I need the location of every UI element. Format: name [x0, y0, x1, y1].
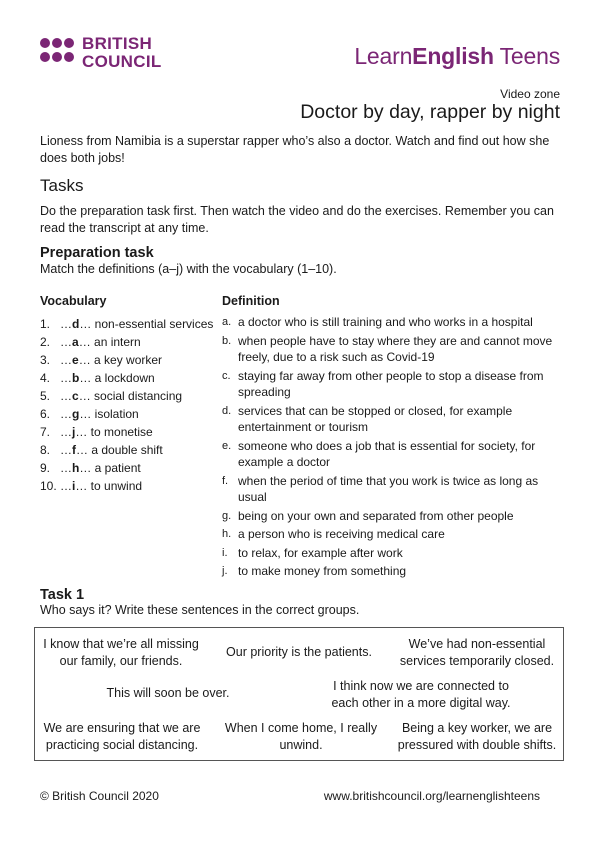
answer-letter: d [72, 317, 80, 331]
vocab-item: 8. …f… a double shift [40, 443, 163, 457]
tasks-instructions: Do the preparation task first. Then watch the video and do the exercises. Remember you can read the transcript at any time. [40, 204, 554, 235]
sentence-card: When I come home, I really unwind. [224, 721, 378, 752]
sentence-card: Being a key worker, we are pressured with double shifts. [397, 721, 557, 752]
vocabulary-heading: Vocabulary [40, 294, 107, 308]
vocab-item: 3. …e… a key worker [40, 353, 163, 367]
sentence-card: I think now we are connected to each other in a more digital way. [331, 679, 511, 710]
vocab-item: 10. …i… to unwind [40, 479, 143, 493]
definition-list [222, 314, 567, 580]
definition-item: h. a person who is receiving medical care [222, 527, 445, 541]
sentence-card: We’ve had non-essential services temporarily closed. [399, 637, 555, 668]
answer-letter: j [72, 425, 76, 439]
british-council-logo [40, 35, 170, 73]
answer-letter: c [72, 389, 79, 403]
tasks-heading: Tasks [40, 176, 84, 195]
definition-item: f. when the period of time that you work is twice as long as usual [222, 473, 539, 504]
learnenglish-teens-brand: LearnEnglish Teens [354, 43, 560, 69]
vocab-item: 5. …c… social distancing [40, 389, 183, 403]
section-label: Video zone [500, 87, 560, 101]
vocab-item: 2. …a… an intern [40, 335, 141, 349]
definition-item: d. services that can be stopped or closed, for example entertainment or tourism [222, 403, 513, 434]
page-title: Doctor by day, rapper by night [300, 101, 560, 123]
preparation-task-instructions: Match the definitions (a–j) with the vocabulary (1–10). [40, 262, 337, 276]
definition-item: c. staying far away from other people to stop a disease from spreading [222, 368, 544, 399]
vocab-item: 7. …j… to monetise [40, 425, 153, 439]
intro-text: Lioness from Namibia is a superstar rapper who’s also a doctor. Watch and find out how she does both jobs! [40, 134, 550, 165]
vocab-item: 6. …g… isolation [40, 407, 139, 421]
preparation-task-heading: Preparation task [40, 245, 154, 261]
answer-letter: h [72, 461, 80, 475]
answer-letter: g [72, 407, 80, 421]
definition-item: e. someone who does a job that is essential for society, for example a doctor [222, 438, 536, 469]
definition-item: b. when people have to stay where they are and cannot move freely, due to a risk such as Covid-19 [222, 333, 553, 364]
vocabulary-list [40, 315, 220, 495]
definition-item: i. to relax, for example after work [222, 545, 403, 560]
vocab-item: 4. …b… a lockdown [40, 371, 155, 385]
logo-wordmark: BRITISH COUNCIL [82, 34, 162, 71]
logo-dots-icon [40, 35, 80, 73]
sentence-card: We are ensuring that we are practicing social distancing. [43, 721, 201, 752]
task1-heading: Task 1 [40, 587, 85, 603]
answer-letter: i [72, 479, 76, 493]
footer-url[interactable]: www.britishcouncil.org/learnenglishteens [323, 789, 540, 803]
answer-letter: a [72, 335, 79, 349]
vocab-item: 1. …d… non-essential services [40, 317, 214, 331]
definition-item: j. to make money from something [222, 564, 407, 578]
definition-item: g. being on your own and separated from other people [222, 508, 514, 523]
sentence-card: Our priority is the patients. [226, 645, 372, 659]
sentence-card: This will soon be over. [106, 686, 230, 700]
answer-letter: e [72, 353, 79, 367]
vocab-item: 9. …h… a patient [40, 461, 141, 475]
definition-heading: Definition [222, 294, 280, 308]
sentence-box [34, 627, 564, 761]
answer-letter: b [72, 371, 80, 385]
sentence-card: I know that we’re all missing our family, our friends. [43, 637, 199, 668]
copyright: © British Council 2020 [40, 789, 159, 803]
definition-item: a. a doctor who is still training and who works in a hospital [222, 315, 533, 329]
task1-instructions: Who says it? Write these sentences in the correct groups. [40, 603, 360, 617]
answer-letter: f [72, 443, 76, 457]
